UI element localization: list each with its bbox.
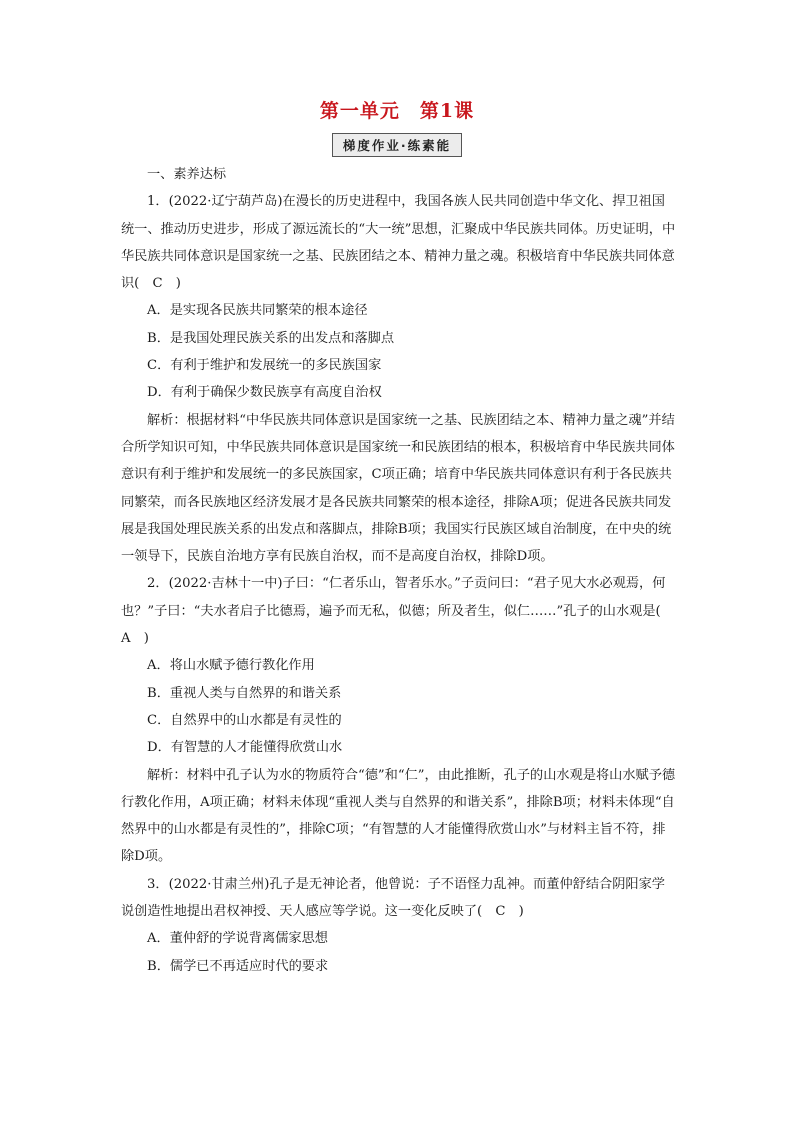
banner-label: 梯度作业·练素能 bbox=[332, 133, 462, 157]
question-2-option-a: A．将山水赋予德行教化作用 bbox=[147, 658, 315, 674]
document-body bbox=[121, 161, 677, 980]
question-2-stem: 2．(2022·吉林十一中)子曰：“仁者乐山，智者乐水。”子贡问曰：“君子见大水必观焉，何也？”子曰：“夫水者启子比德焉，遍予而无私，似德；所及者生，似仁……”孔子的山水观是( A ) bbox=[121, 576, 674, 647]
question-1-option-a: A．是实现各民族共同繁荣的根本途径 bbox=[147, 303, 368, 319]
page-title: 第一单元 第1课 bbox=[319, 100, 475, 122]
question-1-analysis: 解析：根据材料“中华民族共同体意识是国家统一之基、民族团结之本、精神力量之魂”并结合所学知识可知，中华民族共同体意识是国家统一和民族团结的根本，积极培育中华民族共同体意识有利于维护和发展统一的多民族国家，C项正确；培育中华民族共同体意识有利于各民族共同繁荣，而各民族地区经济发展才是各民族共同繁荣的根本途径，排除A项；促进各民族共同发展是我国处理民族关系的出发点和落脚点，排除B项；我国实行民族区域自治制度，在中央的统一领导下，民族自治地方享有民族自治权，而不是高度自治权，排除D项。 bbox=[121, 412, 675, 565]
section-heading: 一、素养达标 bbox=[147, 167, 227, 182]
question-1-option-d: D．有利于确保少数民族享有高度自治权 bbox=[147, 385, 382, 401]
question-3-option-b: B．儒学已不再适应时代的要求 bbox=[147, 958, 329, 974]
question-3-stem: 3．(2022·甘肃兰州)孔子是无神论者，他曾说：子不语怪力乱神。而董仲舒结合阴阳家学说创造性地提出君权神授、天人感应等学说。这一变化反映了( C ) bbox=[121, 876, 665, 920]
question-2-option-b: B．重视人类与自然界的和谐关系 bbox=[147, 685, 342, 701]
question-2-analysis: 解析：材料中孔子认为水的物质符合“德”和“仁”，由此推断，孔子的山水观是将山水赋予德行教化作用，A项正确；材料未体现“重视人类与自然界的和谐关系”，排除B项；材料未体现“自然界中的山水都是有灵性的”，排除C项；“有智慧的人才能懂得欣赏山水”与材料主旨不符，排除D项。 bbox=[121, 767, 676, 865]
question-3-option-a: A．董仲舒的学说背离儒家思想 bbox=[147, 931, 328, 947]
question-1-option-c: C．有利于维护和发展统一的多民族国家 bbox=[147, 358, 382, 374]
question-2-option-c: C．自然界中的山水都是有灵性的 bbox=[147, 712, 342, 728]
question-1-option-b: B．是我国处理民族关系的出发点和落脚点 bbox=[147, 330, 395, 346]
section-banner bbox=[0, 133, 794, 157]
question-2-option-d: D．有智慧的人才能懂得欣赏山水 bbox=[147, 740, 343, 756]
question-1-stem: 1．(2022·辽宁葫芦岛)在漫长的历史进程中，我国各族人民共同创造中华文化、捍卫祖国统一、推动历史进步，形成了源远流长的“大一统”思想，汇聚成中华民族共同体。历史证明，中华民族共同体意识是国家统一之基、民族团结之本、精神力量之魂。积极培育中华民族共同体意识( C ) bbox=[121, 194, 676, 292]
